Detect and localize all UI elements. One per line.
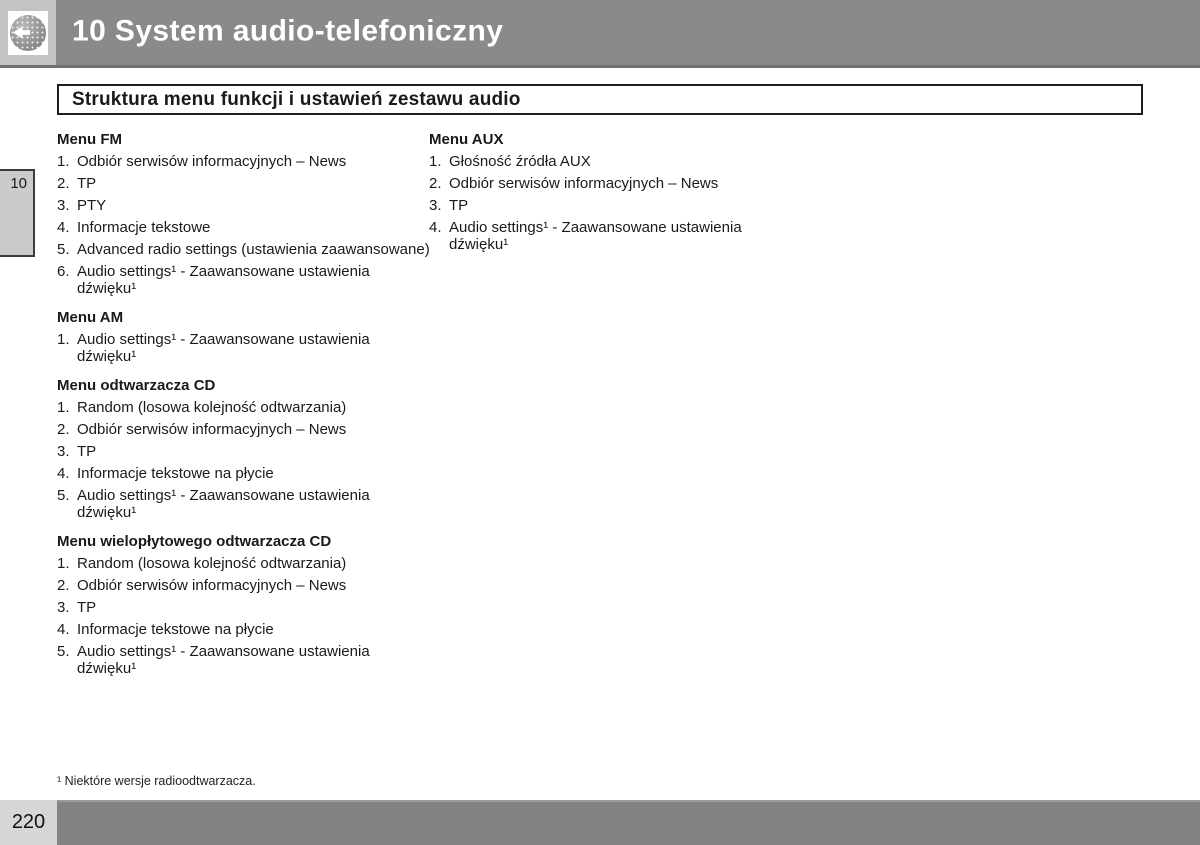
menu-item	[57, 577, 432, 594]
footnote-marker: ¹	[57, 774, 62, 788]
menu-item-number: 4.	[57, 465, 70, 482]
menu-item-number: 3.	[57, 599, 70, 616]
menu-item-text: TP	[77, 443, 97, 460]
menu-item	[57, 421, 432, 438]
menu-item-number: 6.	[57, 263, 70, 280]
menu-item-number: 3.	[57, 197, 70, 214]
footnote	[57, 774, 256, 788]
menu-item-text: TP	[77, 175, 97, 192]
menu-item-text: Odbiór serwisów informacyjnych – News	[77, 153, 347, 170]
speaker-grille-icon	[8, 11, 48, 55]
menu-list	[57, 399, 432, 521]
menu-item-number: 5.	[57, 643, 70, 660]
menu-item-text: TP	[449, 197, 469, 214]
section-title: Struktura menu funkcji i ustawień zestawu audio	[72, 88, 521, 110]
menu-item	[57, 555, 432, 572]
menu-list	[57, 555, 432, 677]
menu-section-heading: Menu FM	[57, 131, 122, 148]
page-number: 220	[11, 811, 46, 833]
menu-item	[57, 621, 432, 638]
menu-item-text: Audio settings¹ - Zaawansowane ustawienia dźwięku¹	[77, 487, 370, 521]
menu-item-text: Audio settings¹ - Zaawansowane ustawienia dźwięku¹	[77, 643, 370, 677]
menu-item-text: Informacje tekstowe na płycie	[77, 465, 274, 482]
menu-item-text: Informacje tekstowe na płycie	[77, 621, 274, 638]
menu-section-heading: Menu AUX	[429, 131, 504, 148]
menu-section	[57, 309, 432, 365]
menu-column-right	[429, 131, 804, 258]
menu-item-text: Odbiór serwisów informacyjnych – News	[77, 421, 347, 438]
menu-item-number: 2.	[57, 421, 70, 438]
menu-item-number: 2.	[57, 577, 70, 594]
menu-item	[57, 263, 432, 297]
menu-item-number: 4.	[57, 621, 70, 638]
menu-item	[57, 487, 432, 521]
menu-section-heading: Menu odtwarzacza CD	[57, 377, 216, 394]
menu-item	[429, 219, 804, 253]
menu-section-heading: Menu AM	[57, 309, 124, 326]
menu-item-text: Audio settings¹ - Zaawansowane ustawienia dźwięku¹	[77, 263, 370, 297]
section-title-box	[57, 84, 1143, 115]
menu-item	[57, 153, 432, 170]
menu-column-left	[57, 131, 432, 682]
menu-item-number: 4.	[57, 219, 70, 236]
menu-item-number: 5.	[57, 241, 70, 258]
menu-item-number: 3.	[429, 197, 442, 214]
menu-item	[57, 197, 432, 214]
menu-item-text: Audio settings¹ - Zaawansowane ustawienia dźwięku¹	[449, 219, 742, 253]
menu-item	[57, 643, 432, 677]
menu-item	[57, 399, 432, 416]
menu-item-text: Audio settings¹ - Zaawansowane ustawienia dźwięku¹	[77, 331, 370, 365]
menu-list	[57, 331, 432, 365]
menu-item	[429, 175, 804, 192]
menu-section	[57, 131, 432, 297]
menu-item	[429, 197, 804, 214]
menu-item-text: TP	[77, 599, 97, 616]
menu-item-number: 2.	[429, 175, 442, 192]
page-footer	[0, 800, 1200, 845]
menu-item	[57, 219, 432, 236]
chapter-icon-tile	[0, 0, 56, 65]
page-number-box	[0, 800, 57, 845]
menu-item-number: 4.	[429, 219, 442, 236]
menu-item	[429, 153, 804, 170]
menu-section	[429, 131, 804, 253]
menu-item-text: Random (losowa kolejność odtwarzania)	[77, 555, 347, 572]
menu-item	[57, 331, 432, 365]
chapter-number: 10	[10, 175, 27, 192]
menu-item-text: Advanced radio settings (ustawienia zaawansowane)	[77, 241, 430, 258]
menu-item-number: 1.	[429, 153, 442, 170]
menu-item-number: 3.	[57, 443, 70, 460]
menu-item	[57, 241, 432, 258]
menu-item	[57, 599, 432, 616]
footer-bar	[57, 800, 1200, 845]
menu-section	[57, 377, 432, 521]
menu-item-number: 2.	[57, 175, 70, 192]
menu-item-number: 1.	[57, 399, 70, 416]
menu-list	[57, 153, 432, 297]
menu-item	[57, 443, 432, 460]
menu-item-text: PTY	[77, 197, 107, 214]
menu-item-number: 1.	[57, 331, 70, 348]
menu-list	[429, 153, 804, 253]
menu-section	[57, 533, 432, 677]
menu-item-text: Głośność źródła AUX	[449, 153, 591, 170]
menu-item	[57, 465, 432, 482]
menu-item-number: 5.	[57, 487, 70, 504]
chapter-side-tab	[0, 169, 35, 257]
chapter-title: 10 System audio-telefoniczny	[72, 14, 504, 48]
chapter-header	[0, 0, 1200, 68]
menu-item-number: 1.	[57, 555, 70, 572]
menu-item-text: Random (losowa kolejność odtwarzania)	[77, 399, 347, 416]
footnote-text: Niektóre wersje radioodtwarzacza.	[64, 774, 256, 788]
menu-item-number: 1.	[57, 153, 70, 170]
menu-section-heading: Menu wielopłytowego odtwarzacza CD	[57, 533, 332, 550]
menu-item	[57, 175, 432, 192]
menu-item-text: Odbiór serwisów informacyjnych – News	[77, 577, 347, 594]
menu-item-text: Odbiór serwisów informacyjnych – News	[449, 175, 719, 192]
menu-item-text: Informacje tekstowe	[77, 219, 211, 236]
